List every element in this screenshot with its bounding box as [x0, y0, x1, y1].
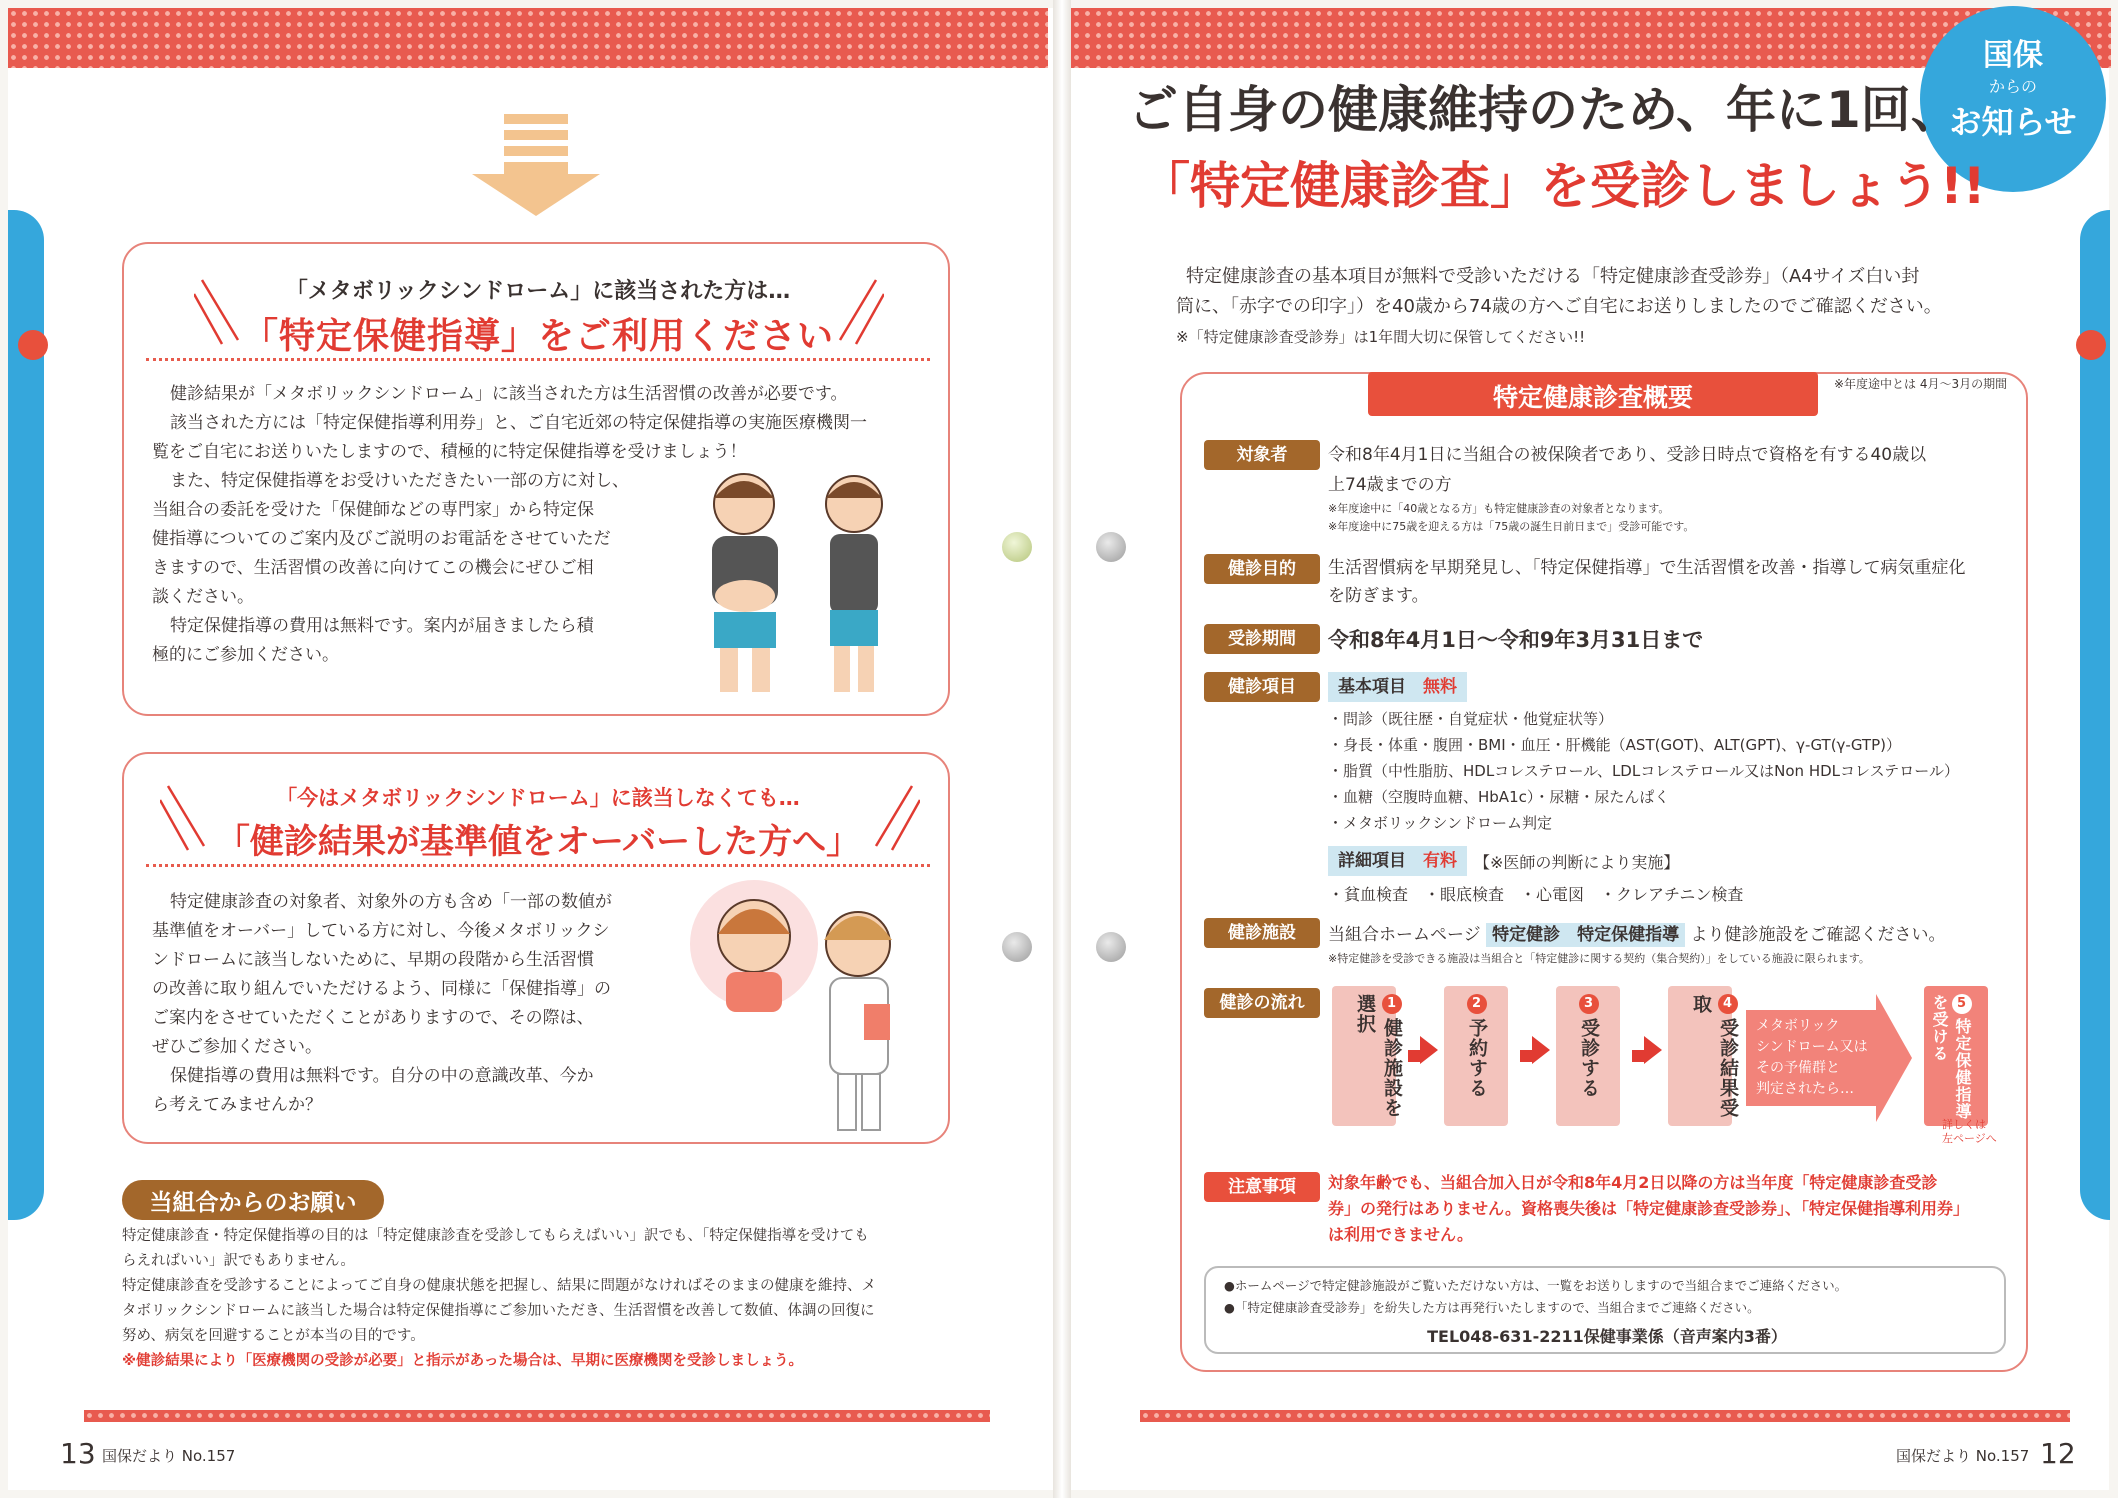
badge-bottom: お知らせ: [1949, 103, 2077, 141]
box2-line: 特定健康診査の対象者、対象外の方も含め「一部の数値が: [170, 892, 612, 912]
item-line: ・メタボリックシンドローム判定: [1328, 814, 1553, 832]
flow-num: 4: [1718, 994, 1738, 1014]
request-note: ※健診結果により「医療機関の受診が必要」と指示があった場合は、早期に医療機関を受診しましょう。: [122, 1353, 803, 1369]
binder-hole: [1002, 932, 1032, 962]
deco-lines-left: [160, 780, 220, 860]
target-note: ※年度途中に75歳を迎える方は「75歳の誕生日前日まで」受診可能です。: [1328, 520, 1695, 533]
item-line: ・脂質（中性脂肪、HDLコレステロール、LDLコレステロール又はNon HDLコレステロール）: [1328, 762, 1959, 780]
badge-top: 国保: [1983, 38, 2043, 73]
purpose-text: [1328, 554, 2018, 610]
label-facility: 健診施設: [1204, 918, 1320, 948]
caution-line: 券」の発行はありません。資格喪失後は「特定健康診査受診券」、「特定保健指導利用券」: [1328, 1199, 1969, 1218]
item-line: ・身長・体重・腹囲・BMI・血圧・肝機能（AST(GOT)、ALT(GPT)、γ-GT(γ-GTP)）: [1328, 736, 1901, 754]
request-heading: [122, 1180, 384, 1220]
box1-line: 健指導についてのご案内及びご説明のお電話をさせていただ: [152, 529, 611, 549]
request-line: タボリックシンドロームに該当した場合は特定保健指導にご参加いただき、生活習慣を改善して数値、体調の回復に: [122, 1303, 875, 1319]
flow-label: 予約する: [1466, 1018, 1488, 1098]
request-line: らえればいい」訳でもありません。: [122, 1253, 355, 1269]
box1-line: 該当された方には「特定保健指導利用券」と、ご自宅近郊の特定保健指導の実施医療機関一: [170, 413, 867, 433]
box2-line: ぜひご参加ください。: [152, 1037, 322, 1057]
right-magazine-name: 国保だより No.157: [1896, 1447, 2030, 1465]
request-line: 努め、病気を回避することが本当の目的です。: [122, 1328, 425, 1344]
box2-line: の改善に取り組んでいただけるよう、同様に「保健指導」の: [152, 979, 611, 999]
panel-title: 特定健康診査概要: [1492, 383, 1693, 412]
flow-num: 2: [1467, 994, 1487, 1014]
purpose-line: 生活習慣病を早期発見し、「特定保健指導」で生活習慣を改善・指導して病気重症化: [1328, 558, 1966, 578]
flow-step-5-note: [1942, 1118, 1997, 1146]
flow-step-3: [1556, 986, 1620, 1126]
right-page-number: 12: [2040, 1437, 2076, 1470]
gutter: [1053, 0, 1071, 1498]
box1-line: 極的にご参加ください。: [152, 645, 339, 665]
box1-divider: [146, 358, 930, 361]
flow-step-2: [1444, 986, 1508, 1126]
binder-hole: [1096, 532, 1126, 562]
items-detail-tag: [1328, 846, 1467, 876]
box1-line: 健診結果が「メタボリックシンドローム」に該当された方は生活習慣の改善が必要です。: [170, 384, 848, 404]
left-magazine-name: 国保だより No.157: [102, 1447, 236, 1465]
right-bottom-band: [1140, 1410, 2070, 1422]
right-side-tab: [2080, 210, 2110, 1220]
label-period: 受診期間: [1204, 624, 1320, 654]
headline-line1: [1128, 70, 1961, 142]
women-illustration: [674, 874, 934, 1136]
intro-line: 筒に、「赤字での印字」）を40歳から74歳の方へご自宅にお送りしましたのでご確認ください。: [1176, 296, 1942, 317]
facility-pre: 当組合ホームページ: [1328, 925, 1481, 945]
flow-num: 1: [1382, 994, 1402, 1014]
facility-note: ※特定健診を受診できる施設は当組合と「特定健診に関する契約（集合契約）」をしている施設に限られます。: [1328, 952, 1870, 965]
target-text: [1328, 440, 2008, 536]
box1-line: 特定保健指導の費用は無料です。案内が届きましたら積: [170, 616, 594, 636]
box2-subheading: 「今はメタボリックシンドローム」に該当しなくても…: [276, 786, 800, 810]
judgement-line: シンドローム又は: [1756, 1039, 1868, 1055]
request-line: 特定健康診査を受診することによってご自身の健康状態を把握し、結果に問題がなければそのままの健康を維持、メ: [122, 1278, 876, 1294]
intro-line: 特定健康診査の基本項目が無料で受診いただける「特定健康診査受診券」（A4サイズ白い封: [1186, 266, 1920, 287]
box1-line: また、特定保健指導をお受けいただきたい一部の方に対し、: [170, 471, 629, 491]
detail-label: 詳細項目: [1338, 851, 1406, 871]
intro-text: [1176, 262, 2016, 352]
flow-label: 受診結果受取: [1690, 994, 1739, 1118]
flow-step-5: [1924, 986, 1988, 1126]
box2-line: ンドロームに該当しないために、早期の段階から生活習慣: [152, 950, 594, 970]
caution-line: は利用できません。: [1328, 1225, 1473, 1244]
deco-lines-left: [194, 274, 254, 354]
panel-title-bar: [1368, 372, 1818, 416]
metabo-guidance-box: [122, 242, 950, 716]
left-top-band: [8, 8, 1048, 68]
label-caution: 注意事項: [1204, 1172, 1320, 1202]
flow-judgement-arrow: [1746, 994, 1912, 1122]
flow-step-1-text: [1352, 994, 1406, 1122]
item-line: ・問診（既往歴・自覚症状・他覚症状等）: [1328, 710, 1614, 728]
request-heading-text: 当組合からのお願い: [149, 1190, 357, 1216]
over-standard-box: [122, 752, 950, 1144]
flow-step-1: [1332, 986, 1403, 1126]
judgement-line: その予備群と: [1756, 1060, 1840, 1076]
item-line: ・血糖（空腹時血糖、HbA1c）・尿糖・尿たんぱく: [1328, 788, 1670, 806]
detail-note: 【※医師の判断により実施】: [1474, 853, 1680, 872]
target-line: 上74歳までの方: [1328, 475, 1452, 495]
basic-label: 基本項目: [1338, 677, 1406, 697]
box1-line: きますので、生活習慣の改善に向けてこの機会にぜひご相: [152, 558, 594, 578]
flow-note-line: 左ページへ: [1942, 1132, 1997, 1145]
left-side-tab: [8, 210, 44, 1220]
flow-num: 5: [1952, 994, 1972, 1014]
flow-step-2-text: [1464, 994, 1491, 1122]
label-flow: 健診の流れ: [1204, 988, 1320, 1018]
judgement-line: メタボリック: [1756, 1018, 1840, 1034]
box2-body: [152, 888, 692, 1120]
facility-tag: 特定健診 特定保健指導: [1486, 923, 1685, 947]
box2-line: ご案内をさせていただくことがありますので、その際は、: [152, 1008, 594, 1028]
label-items: 健診項目: [1204, 672, 1320, 702]
box2-line: 保健指導の費用は無料です。自分の中の意識改革、今か: [170, 1066, 594, 1086]
period-text: 令和8年4月1日〜令和9年3月31日まで: [1328, 628, 1704, 652]
box1-subheading: 「メタボリックシンドローム」に該当された方は…: [285, 279, 791, 304]
headline-line1-text: ご自身の健康維持のため、年に1回、: [1128, 81, 1961, 139]
label-target: 対象者: [1204, 440, 1320, 470]
contact-line: ●「特定健康診査受診券」を紛失した方は再発行いたしますので、当組合までご連絡ください。: [1224, 1300, 1760, 1315]
judgement-text: [1756, 1016, 1886, 1100]
left-page-number: 13: [60, 1437, 96, 1470]
badge-mid: からの: [1988, 77, 2037, 96]
caution-line: 対象年齢でも、当組合加入日が令和8年4月2日以降の方は当年度「特定健康診査受診: [1328, 1173, 1938, 1192]
box1-line: 覧をご自宅にお送りいたしますので、積極的に特定保健指導を受けましょう！: [152, 442, 747, 462]
right-tab-notch: [2076, 330, 2106, 360]
deco-lines-right: [860, 780, 920, 860]
detail-items: ・貧血検査 ・眼底検査 ・心電図 ・クレアチニン検査: [1328, 885, 1744, 904]
flow-label: 健診施設を選択: [1354, 994, 1403, 1118]
box1-line: 当組合の委託を受けた「保健師などの専門家」から特定保: [152, 500, 594, 520]
contact-box: [1204, 1266, 2006, 1354]
binder-hole: [1002, 532, 1032, 562]
men-illustration: [684, 464, 924, 700]
box2-divider: [146, 864, 930, 867]
target-line: 令和8年4月1日に当組合の被保険者であり、受診日時点で資格を有する40歳以: [1328, 445, 1927, 465]
contact-tel: TEL048-631-2211保健事業係（音声案内3番）: [1427, 1327, 1787, 1346]
left-bottom-band: [84, 1410, 990, 1422]
flow-step-4: [1668, 986, 1739, 1126]
free-label: 無料: [1423, 677, 1457, 697]
down-arrow-graphic: [472, 110, 600, 220]
target-note: ※年度途中に「40歳となる方」も特定健康診査の対象者となります。: [1328, 502, 1670, 515]
flow-label: 特定保健指導を受ける: [1930, 994, 1972, 1120]
request-line: 特定健康診査・特定保健指導の目的は「特定健康診査を受診してもらえばいい」訳でも、「特定保健指導を受けても: [122, 1228, 869, 1244]
headline-line2: [1140, 146, 1986, 218]
box2-line: 基準値をオーバー」している方に対し、今後メタボリックシ: [152, 921, 610, 941]
box2-line: ら考えてみませんか？: [152, 1095, 322, 1115]
intro-note: ※「特定健康診査受診券」は1年間大切に保管してください!!: [1176, 328, 1586, 346]
flow-step-4-text: [1688, 994, 1742, 1122]
flow-num: 3: [1579, 994, 1599, 1014]
facility-post: より健診施設をご確認ください。: [1690, 925, 1946, 945]
items-basic-tag: [1328, 672, 1467, 702]
label-purpose: 健診目的: [1204, 554, 1320, 584]
facility-text: [1328, 920, 2028, 945]
box1-title-text: 「特定保健指導」をご利用ください: [241, 316, 834, 357]
flow-note-line: 詳しくは: [1942, 1118, 1986, 1131]
judgement-line: 判定されたら…: [1756, 1081, 1854, 1097]
deco-lines-right: [824, 274, 884, 354]
items-list: [1328, 706, 2018, 836]
contact-line: ●ホームページで特定健診施設がご覧いただけない方は、一覧をお送りしますので当組合までご連絡ください。: [1224, 1278, 1848, 1293]
panel-note: ※年度途中とは 4月〜3月の期間: [1834, 377, 2008, 391]
request-body: [122, 1224, 962, 1374]
binder-hole: [1096, 932, 1126, 962]
flow-label: 受診する: [1578, 1018, 1600, 1098]
caution-text: [1328, 1170, 2018, 1248]
box2-title: 「健診結果が基準値をオーバーした方へ」: [215, 822, 861, 862]
headline-line2-text: 「特定健康診査」を受診しましょう!!: [1140, 157, 1986, 215]
paid-label: 有料: [1423, 851, 1457, 871]
flow-step-5-text: [1928, 994, 1974, 1122]
left-tab-notch: [18, 330, 48, 360]
overview-panel: [1180, 372, 2028, 1372]
box1-line: 談ください。: [152, 587, 254, 607]
flow-step-3-text: [1576, 994, 1603, 1122]
purpose-line: を防ぎます。: [1328, 586, 1429, 606]
